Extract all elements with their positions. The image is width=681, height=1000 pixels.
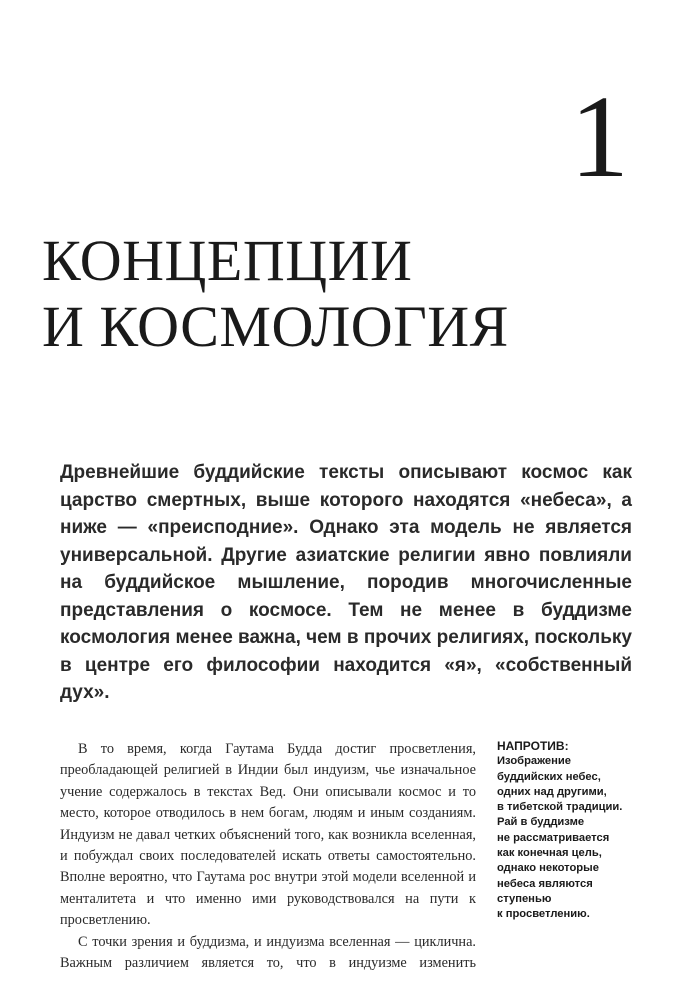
sidebar-caption-line: как конечная цель, bbox=[497, 847, 602, 860]
sidebar-caption-line: буддийских небес, bbox=[497, 770, 601, 783]
chapter-number: 1 bbox=[570, 71, 629, 202]
sidebar-caption bbox=[497, 739, 637, 923]
body-text bbox=[60, 739, 476, 974]
lead-paragraph: Древнейшие буддийские тексты описывают космос как царство смертных, выше которого находятся «небеса», а ниже — «преисподние». Однако эта модель не является универсальной. Другие азиатские религии явно повлияли на буддийское мышление, породив многочисленные представления о космосе. Тем не менее в буддизме космология менее важна, чем в прочих религиях, поскольку в центре его философии находится «я», «собственный дух». bbox=[60, 462, 632, 703]
chapter-title-line-1: КОНЦЕПЦИИ bbox=[42, 228, 413, 293]
sidebar-caption-line: одних над другими, bbox=[497, 785, 607, 798]
sidebar-caption-line: Изображение bbox=[497, 755, 571, 768]
sidebar-caption-line: ступенью bbox=[497, 892, 552, 905]
body-paragraph: В то время, когда Гаутама Будда достиг просветления, преобладающей религией в Индии был индуизм, чье изначальное учение содержалось в текстах Вед. Они описывали космос и то место, которое отводилось в нем богам, людям и иным созданиям. Индуизм не давал четких объяснений того, как возникла вселенная, и побуждал своих последователей искать ответы самостоятельно. Вполне вероятно, что Гаутама рос внутри этой модели вселенной и менталитета и что именно ими руководствовался на пути к просветлению. bbox=[60, 741, 476, 929]
sidebar-caption-line: не рассматривается bbox=[497, 831, 610, 844]
sidebar-caption-line: небеса являются bbox=[497, 877, 593, 890]
sidebar-heading: НАПРОТИВ: bbox=[497, 739, 569, 753]
body-paragraph: С точки зрения и буддизма, и индуизма вселенная — циклична. Важным различием является то, что в индуизме изменить bbox=[60, 933, 476, 972]
sidebar-caption-line: к просветлению. bbox=[497, 908, 590, 921]
chapter-title bbox=[42, 228, 509, 360]
sidebar-caption-line: в тибетской традиции. bbox=[497, 801, 623, 814]
sidebar-caption-line: Рай в буддизме bbox=[497, 816, 585, 829]
sidebar-caption-line: однако некоторые bbox=[497, 862, 599, 875]
chapter-title-line-2: И КОСМОЛОГИЯ bbox=[42, 294, 509, 359]
